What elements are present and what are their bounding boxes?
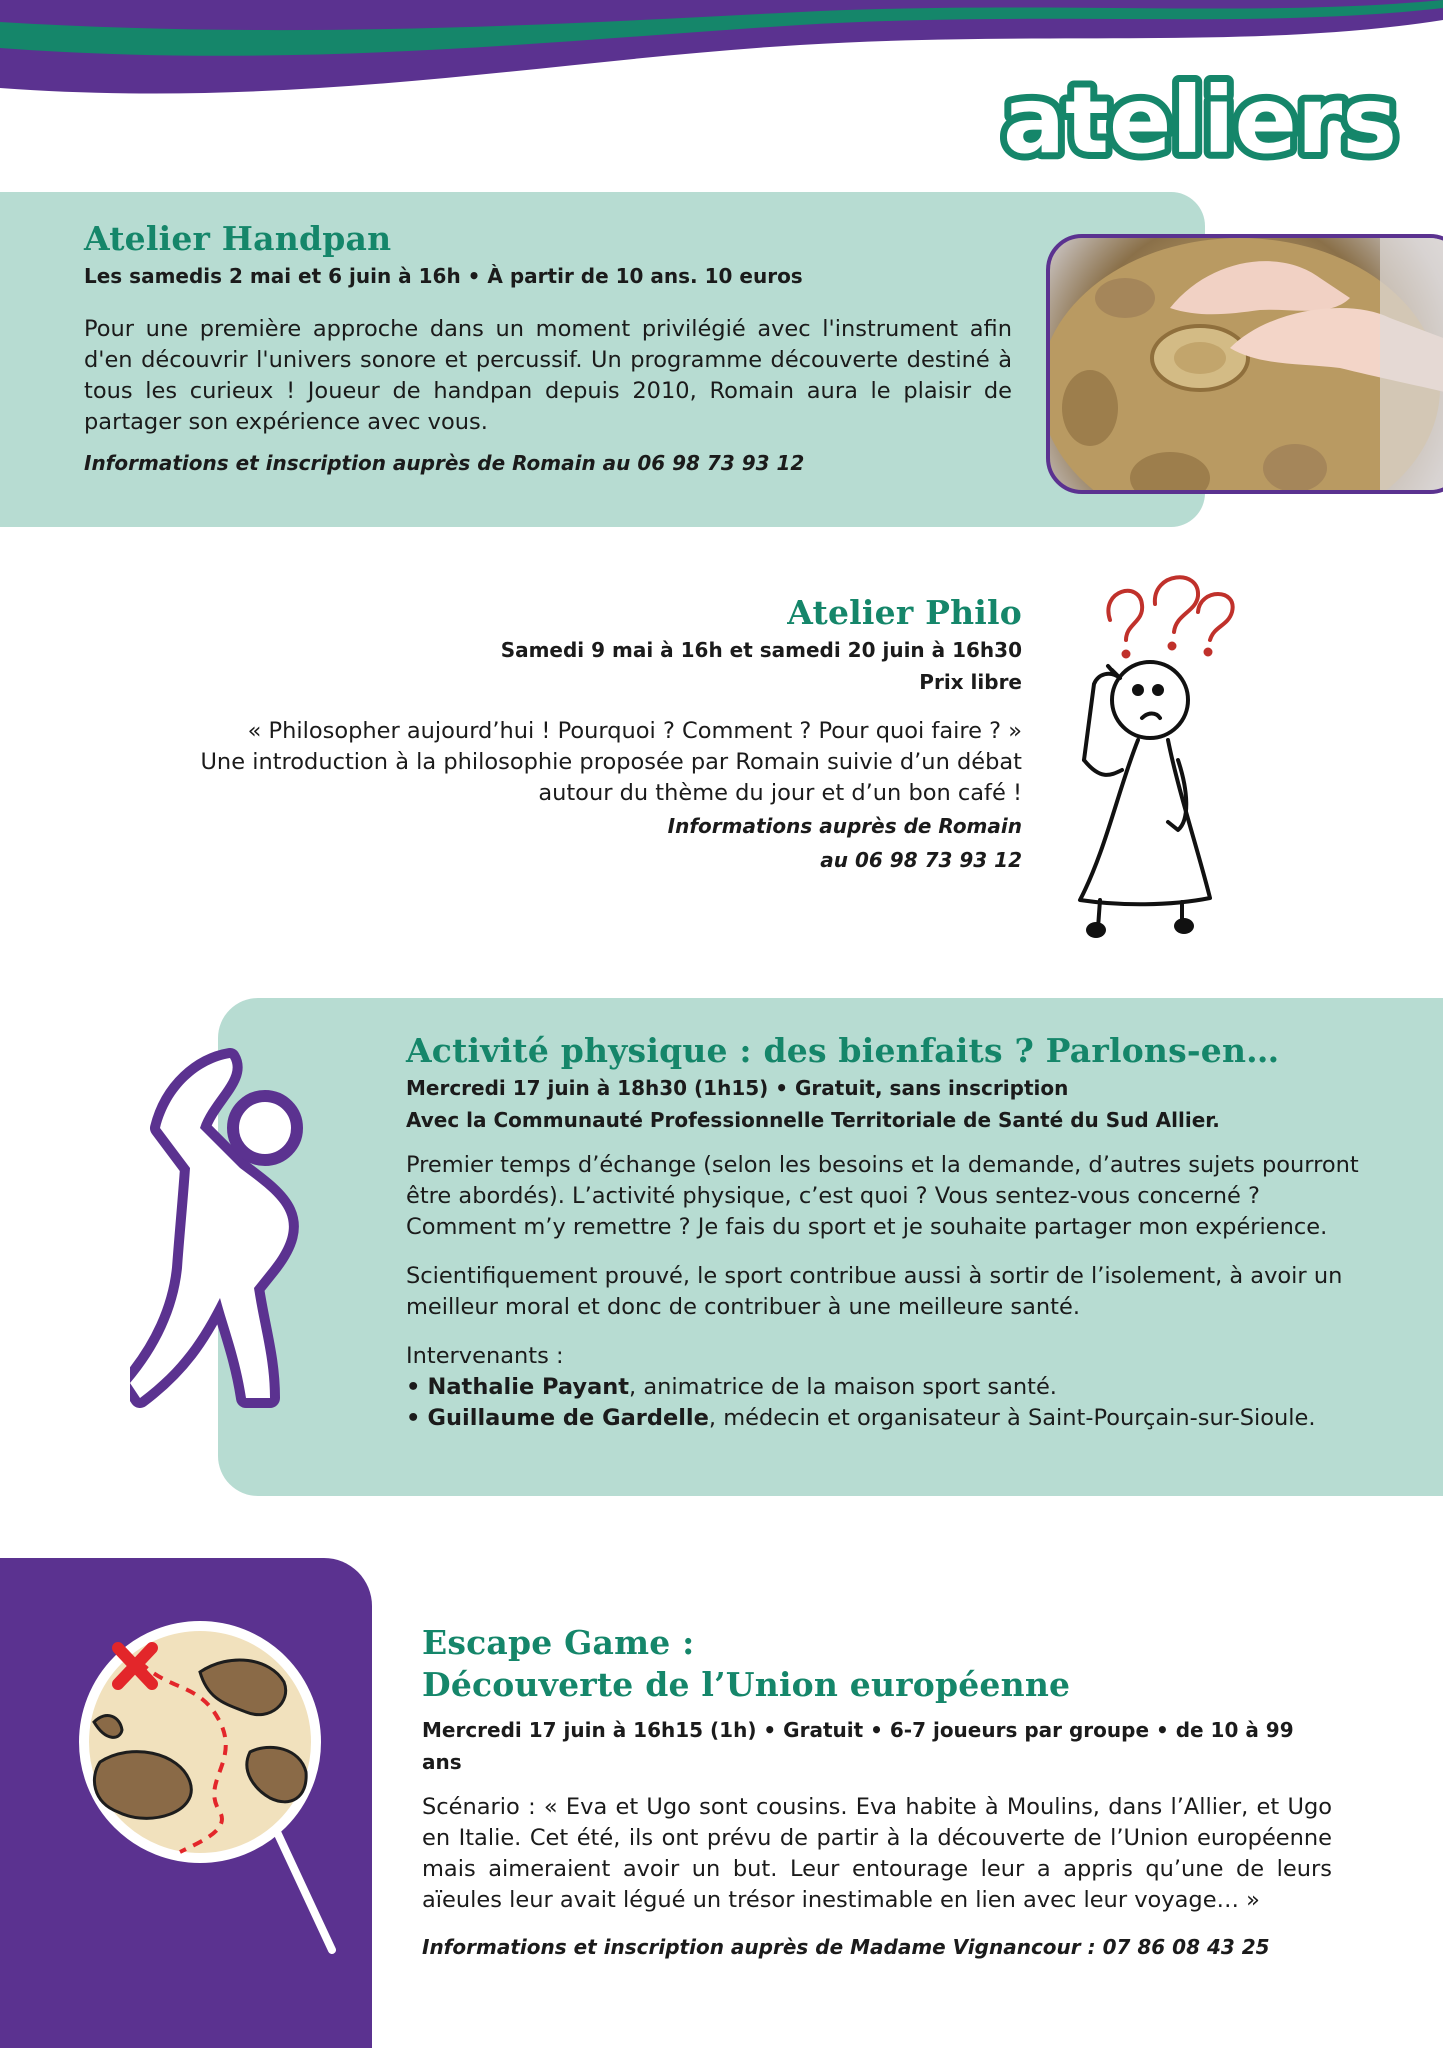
escape-section: [422, 1622, 1332, 1964]
sport-paragraph-1: Premier temps d’échange (selon les besoins et la demande, d’autres sujets pourront être abordés). L’activité physique, c’est quoi ? Vous sentez-vous concerné ? Comment m’y remettre ? Je fais du sport et je souhaite partager mon expérience.: [406, 1152, 1359, 1240]
treasure-map-magnifier-icon: [70, 1612, 350, 1962]
sport-meta-line2: Avec la Communauté Professionnelle Territoriale de Santé du Sud Allier.: [406, 1108, 1220, 1132]
handpan-description: Pour une première approche dans un moment privilégié avec l'instrument afin d'en découvrir l'univers sonore et percussif. Un programme découverte destiné à tous les curieux ! Joueur de handpan depuis 2010, Romain aura le plaisir de partager son expérience avec vous.: [84, 316, 1012, 435]
foot-right: [1174, 918, 1194, 934]
speaker-name: Nathalie Payant: [427, 1374, 630, 1400]
sport-speakers-label: Intervenants :: [406, 1343, 564, 1369]
handpan-info: Informations et inscription auprès de Romain au 06 98 73 93 12: [84, 451, 805, 475]
philo-description-line2: autour du thème du jour et d’un bon café !: [538, 780, 1022, 806]
philo-info-line2: au 06 98 73 93 12: [820, 848, 1022, 872]
speaker-bullet: •: [406, 1374, 421, 1400]
escape-meta: Mercredi 17 juin à 16h15 (1h) • Gratuit • 6-7 joueurs par groupe • de 10 à 99 ans: [422, 1718, 1294, 1774]
handpan-title: Atelier Handpan: [84, 219, 392, 258]
philo-section: [150, 592, 1022, 877]
handpan-icon: [1050, 238, 1443, 494]
sport-title: Activité physique : des bienfaits ? Parlons-en…: [406, 1031, 1280, 1070]
philo-meta-line1: Samedi 9 mai à 16h et samedi 20 juin à 16h30: [500, 638, 1022, 662]
speaker-role: , médecin et organisateur à Saint-Pourçain-sur-Sioule.: [708, 1405, 1316, 1431]
escape-scenario: Scénario : « Eva et Ugo sont cousins. Eva habite à Moulins, dans l’Allier, et Ugo en Italie. Cet été, ils ont prévu de partir à la découverte de l’Union européenne mais aimeraient avoir un but. Leur entourage leur a appris qu’une de leurs aïeules leur avait légué un trésor inestimable en lien avec leur voyage… »: [422, 1794, 1332, 1913]
stretching-person-icon: [130, 1048, 340, 1418]
thinking-figure-icon: [1060, 560, 1250, 940]
philo-title: Atelier Philo: [787, 593, 1022, 632]
svg-text:ateliers: ateliers: [1002, 67, 1398, 174]
speaker-item: [406, 1403, 1368, 1434]
escape-info: Informations et inscription auprès de Madame Vignancour : 07 86 08 43 25: [422, 1935, 1270, 1959]
ateliers-logo: [1000, 62, 1400, 182]
handpan-photo: [1046, 234, 1443, 494]
handpan-section: [84, 218, 1012, 480]
speaker-name: Guillaume de Gardelle: [427, 1405, 709, 1431]
handpan-meta: Les samedis 2 mai et 6 juin à 16h • À partir de 10 ans. 10 euros: [84, 264, 803, 288]
sport-meta-line1: Mercredi 17 juin à 18h30 (1h15) • Gratuit, sans inscription: [406, 1076, 1069, 1100]
speaker-role: , animatrice de la maison sport santé.: [629, 1374, 1057, 1400]
speaker-item: [406, 1372, 1368, 1403]
philo-meta-line2: Prix libre: [919, 670, 1022, 694]
sport-paragraph-2: Scientifiquement prouvé, le sport contribue aussi à sortir de l’isolement, à avoir un meilleur moral et donc de contribuer à une meilleure santé.: [406, 1263, 1343, 1320]
foot-left: [1086, 922, 1106, 938]
sport-section: [406, 1030, 1368, 1434]
speaker-bullet: •: [406, 1405, 421, 1431]
philo-quote: « Philosopher aujourd’hui ! Pourquoi ? Comment ? Pour quoi faire ? »: [247, 718, 1022, 744]
philo-description-line1: Une introduction à la philosophie proposée par Romain suivie d’un débat: [200, 749, 1022, 775]
philo-info-line1: Informations auprès de Romain: [667, 814, 1022, 838]
escape-title-line2: Découverte de l’Union européenne: [422, 1665, 1071, 1704]
escape-title-line1: Escape Game :: [422, 1623, 695, 1662]
